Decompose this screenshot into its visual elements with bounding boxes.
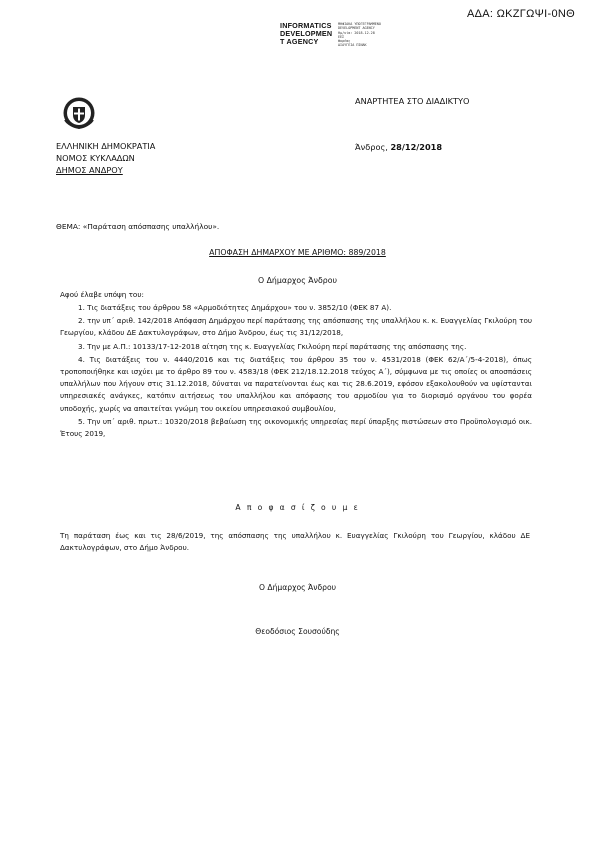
- ida-fine-print: [338, 22, 381, 48]
- list-item: 5. Την υπ΄ αριθ. πρωτ.: 10320/2018 βεβαίωση της οικονομικής υπηρεσίας περί ύπαρξης πιστώσεων στο Προϋπολογισμό οικ. Έτους 2019,: [60, 416, 532, 439]
- ida-logo-line-1: INFORMATICS: [280, 21, 332, 30]
- ida-fine-3: Ημ/νία: 2018.12.28: [338, 30, 375, 35]
- considering-intro: Αφού έλαβε υπόψη του:: [60, 290, 144, 299]
- greek-coat-of-arms-icon: [62, 96, 96, 130]
- date-value: 28/12/2018: [390, 142, 443, 152]
- list-item: 2. την υπ΄ αριθ. 142/2018 Απόφαση Δημάρχου περί παράτασης της απόσπασης της υπαλλήλου κ. κ. Ευαγγελίας Γκιλούρη του Γεωργίου, κλάδου ΔΕ Δακτυλογράφων, στο Δήμο Άνδρου, έως τις 31/12/2018,: [60, 316, 532, 338]
- list-item: 1. Τις διατάξεις του άρθρου 58 «Αρμοδιότητες Δημάρχου» του ν. 3852/10 (ΦΕΚ 87 Α).: [78, 303, 392, 312]
- header-municipality: ΔΗΜΟΣ ΑΝΔΡΟΥ: [56, 165, 123, 175]
- ida-logo-line-3: T AGENCY: [280, 37, 319, 46]
- signature-role: Ο Δήμαρχος Άνδρου: [259, 583, 336, 592]
- mayor-heading: Ο Δήμαρχος Άνδρου: [257, 276, 338, 285]
- ida-logo-line-2: DEVELOPMEN: [280, 29, 333, 38]
- decision-title: ΑΠΟΦΑΣΗ ΔΗΜΑΡΧΟΥ ΜΕ ΑΡΙΘΜΟ: 889/2018: [209, 248, 386, 257]
- list-item: 4. Τις διατάξεις του ν. 4440/2016 και τις διατάξεις του άρθρου 35 του ν. 4531/2018 (ΦΕΚ 62/Α΄/5-4-2018), όπως τροποποιήθηκε και ισχύει με το άρθρο 89 του ν. 4583/18 (ΦΕΚ 212/18.12.2018 τεύχος Α΄), σύμφωνα με τις οποίες οι αποσπάσεις υπαλλήλων που λήγουν στις 31.12.2018, δύναται να παρατείνονται έως και τις 28.6.2019, εφόσον εξακολουθούν να υφίστανται υπηρεσιακές ανάγκες, κατόπιν αιτήσεως του υπαλλήλου και απόφασης του αρμοδίου για το διορισμό οργάνου του φορέα υποδοχής, χωρίς να απαιτείται γνώμη του οικείου υπηρεσιακού συμβουλίου,: [60, 354, 532, 413]
- ida-fine-2: DEVELOPMENT AGENCY: [338, 26, 375, 31]
- decide-heading: Α π ο φ α σ ί ζ ο υ μ ε: [235, 503, 360, 512]
- list-item: 3. Την με Α.Π.: 10133/17-12-2018 αίτηση της κ. Ευαγγελίας Γκιλούρη περί παράτασης της απόσπασης της.: [78, 341, 467, 351]
- document-date: [355, 142, 442, 152]
- issuer-header: [56, 140, 155, 176]
- signature-name: Θεοδόσιος Σουσούδης: [255, 627, 340, 636]
- subject-line: ΘΕΜΑ: «Παράταση απόσπασης υπαλλήλου».: [56, 222, 220, 231]
- decision-body: Τη παράταση έως και τις 28/6/2019, της απόσπασης της υπαλλήλου κ. Ευαγγελίας Γκιλούρη του Γεωργίου, κλάδου ΔΕ Δακτυλογράφων, στο Δήμο Άνδρου.: [60, 531, 530, 553]
- posting-note: ΑΝΑΡΤΗΤΕΑ ΣΤΟ ΔΙΑΔΙΚΤΥΟ: [355, 96, 470, 106]
- ada-code: ΑΔΑ: ΩΚΖΓΩΨΙ-0ΝΘ: [466, 8, 575, 20]
- header-prefecture: ΝΟΜΟΣ ΚΥΚΛΑΔΩΝ: [56, 153, 135, 163]
- date-place: Άνδρος,: [355, 142, 388, 152]
- header-republic: ΕΛΛΗΝΙΚΗ ΔΗΜΟΚΡΑΤΙΑ: [56, 141, 156, 151]
- considerations-list: [60, 302, 532, 441]
- ida-fine-4: ΕΕΣ: [338, 34, 345, 39]
- ida-fine-1: ΨΗΦΙΑΚΑ ΥΠΟΓΕΓΡΑΜΜΕΝΟ: [338, 22, 381, 26]
- ida-fine-6: ΔΙΑΥΓΕΙΑ ΠΙΝΑΚ: [338, 43, 367, 48]
- ida-logo: [280, 22, 390, 62]
- ida-fine-5: Φορέας: [338, 39, 351, 44]
